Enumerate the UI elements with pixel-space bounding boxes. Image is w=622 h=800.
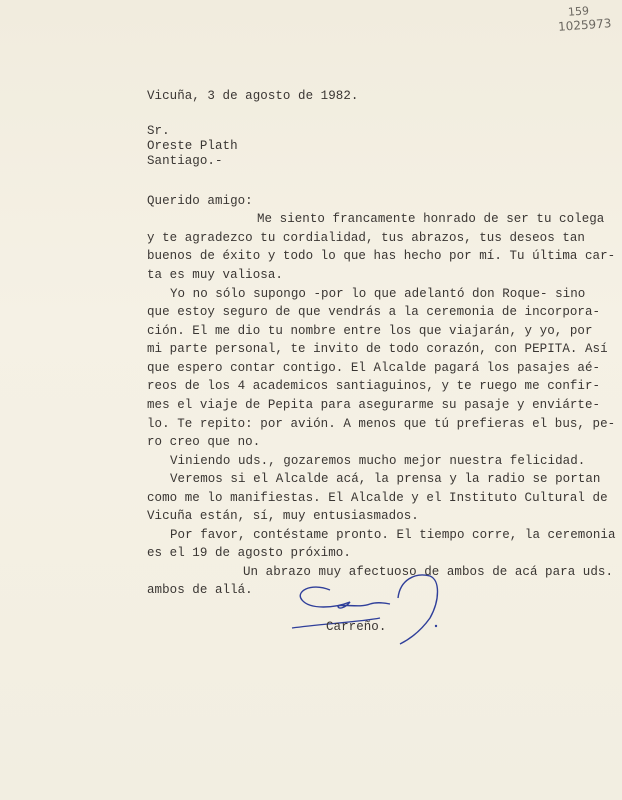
archive-number-top: 159 [567,4,590,19]
closing-line: ambos de allá. [147,583,253,597]
body-line: ción. El me dio tu nombre entre los que viajarán, y yo, por [147,324,593,338]
salutation: Querido amigo: [147,194,253,208]
body-line: mes el viaje de Pepita para asegurarme su pasaje y enviárte- [147,398,601,412]
body-line: ta es muy valiosa. [147,268,283,282]
body-line: reos de los 4 academicos santiaguinos, y te ruego me confir- [147,379,601,393]
body-line: y te agradezco tu cordialidad, tus abrazos, tus deseos tan [147,231,585,245]
body-line: ro creo que no. [147,435,261,449]
date-line: Vicuña, 3 de agosto de 1982. [147,89,359,103]
recipient-title: Sr. [147,124,170,138]
body-line: lo. Te repito: por avión. A menos que tú prefieras el bus, pe- [147,417,616,431]
body-line: Vicuña están, sí, muy entusiasmados. [147,509,419,523]
signature-name: Carreño. [326,620,387,634]
recipient-name: Oreste Plath [147,139,238,153]
body-line: buenos de éxito y todo lo que has hecho por mí. Tu última car- [147,249,616,263]
body-line: es el 19 de agosto próximo. [147,546,351,560]
body-line: Me siento francamente honrado de ser tu colega [257,212,605,226]
archive-number: 1025973 [557,16,612,34]
body-line: Viniendo uds., gozaremos mucho mejor nuestra felicidad. [170,454,586,468]
body-line: que espero contar contigo. El Alcalde pagará los pasajes aé- [147,361,601,375]
body-line: mi parte personal, te invito de todo corazón, con PEPITA. Así [147,342,608,356]
closing-line: Un abrazo muy afectuoso de ambos de acá para uds. [243,565,614,579]
body-line: que estoy seguro de que vendrás a la ceremonia de incorpora- [147,305,601,319]
body-line: como me lo manifiestas. El Alcalde y el Instituto Cultural de [147,491,608,505]
body-line: Por favor, contéstame pronto. El tiempo corre, la ceremonia [170,528,616,542]
recipient-city: Santiago.- [147,154,223,168]
body-line: Yo no sólo supongo -por lo que adelantó don Roque- sino [170,287,586,301]
body-line: Veremos si el Alcalde acá, la prensa y la radio se portan [170,472,601,486]
